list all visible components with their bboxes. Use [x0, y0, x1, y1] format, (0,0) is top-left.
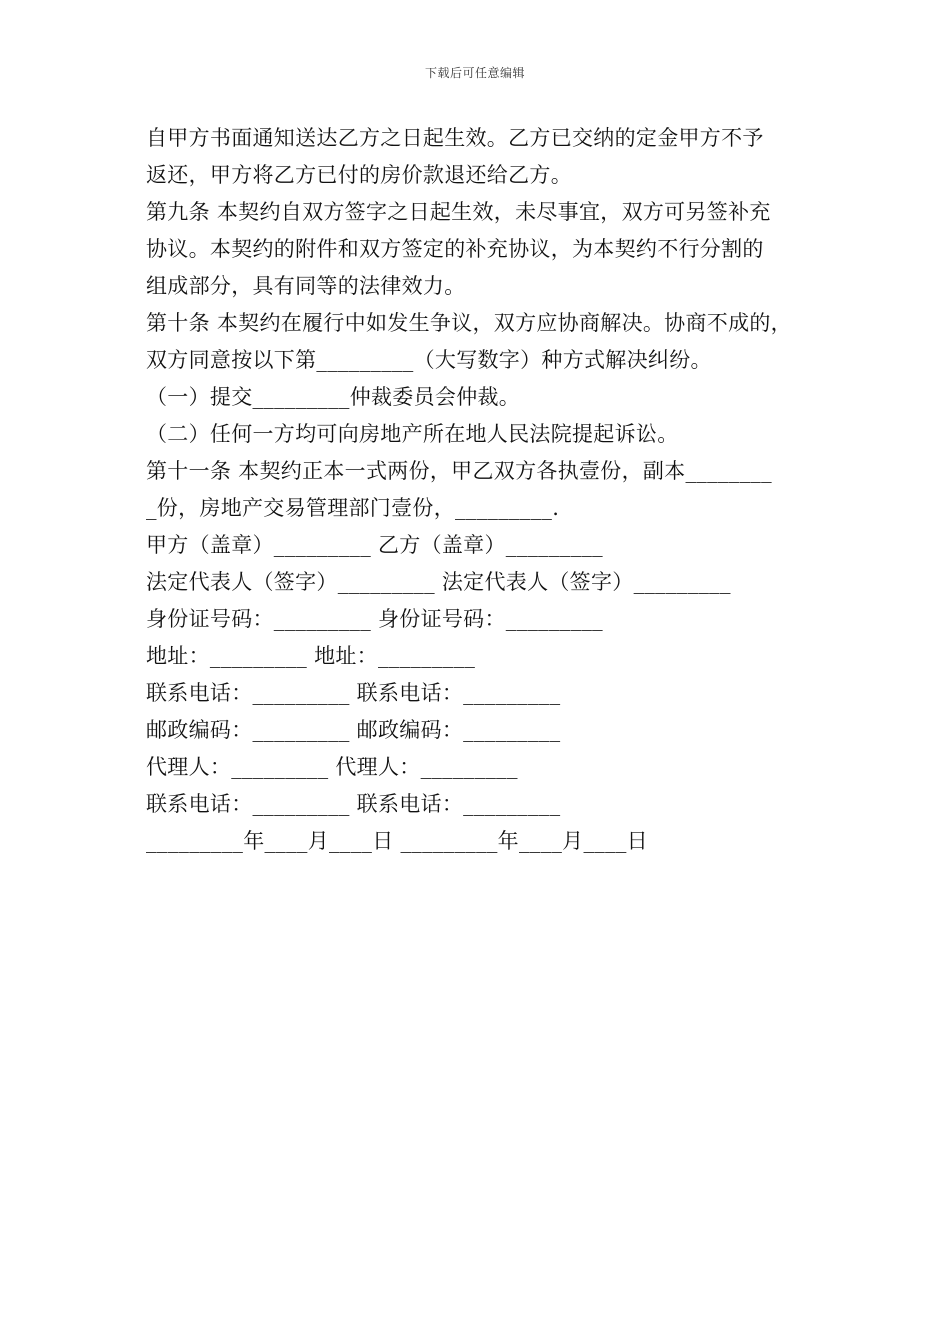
option-2-line: （二）任何一方均可向房地产所在地人民法院提起诉讼。: [146, 422, 679, 446]
page-header-note: 下载后可任意编辑: [424, 66, 525, 80]
text-line: 协议。本契约的附件和双方签定的补充协议，为本契约不行分割的: [146, 237, 764, 261]
text-line: 自甲方书面通知送达乙方之日起生效。乙方已交纳的定金甲方不予: [146, 126, 764, 150]
agent-line: 代理人：_________ 代理人：_________: [146, 755, 518, 779]
id-number-line: 身份证号码：_________ 身份证号码：_________: [146, 607, 603, 631]
text-line: _份，房地产交易管理部门壹份，_________.: [146, 496, 560, 520]
signature-seal-line: 甲方（盖章）_________ 乙方（盖章）_________: [146, 533, 603, 557]
text-line: 双方同意按以下第_________（大写数字）种方式解决纠纷。: [146, 348, 712, 372]
text-line: 返还，甲方将乙方已付的房价款退还给乙方。: [146, 163, 572, 187]
agent-phone-line: 联系电话：_________ 联系电话：_________: [146, 792, 561, 816]
address-line: 地址：_________ 地址：_________: [146, 644, 476, 668]
text-line: 组成部分，具有同等的法律效力。: [146, 274, 466, 298]
date-line: _________年____月____日 _________年____月____日: [146, 829, 648, 853]
contract-body: [146, 120, 816, 860]
article-9-line: 第九条 本契约自双方签字之日起生效，未尽事宜，双方可另签补充: [146, 200, 771, 224]
postal-code-line: 邮政编码：_________ 邮政编码：_________: [146, 718, 561, 742]
legal-representative-line: 法定代表人（签字）_________ 法定代表人（签字）_________: [146, 570, 731, 594]
option-1-line: （一）提交_________仲裁委员会仲裁。: [146, 385, 521, 409]
article-11-line: 第十一条 本契约正本一式两份，甲乙双方各执壹份，副本________: [146, 459, 772, 483]
article-10-line: 第十条 本契约在履行中如发生争议，双方应协商解决。协商不成的，: [146, 311, 792, 335]
phone-line: 联系电话：_________ 联系电话：_________: [146, 681, 561, 705]
